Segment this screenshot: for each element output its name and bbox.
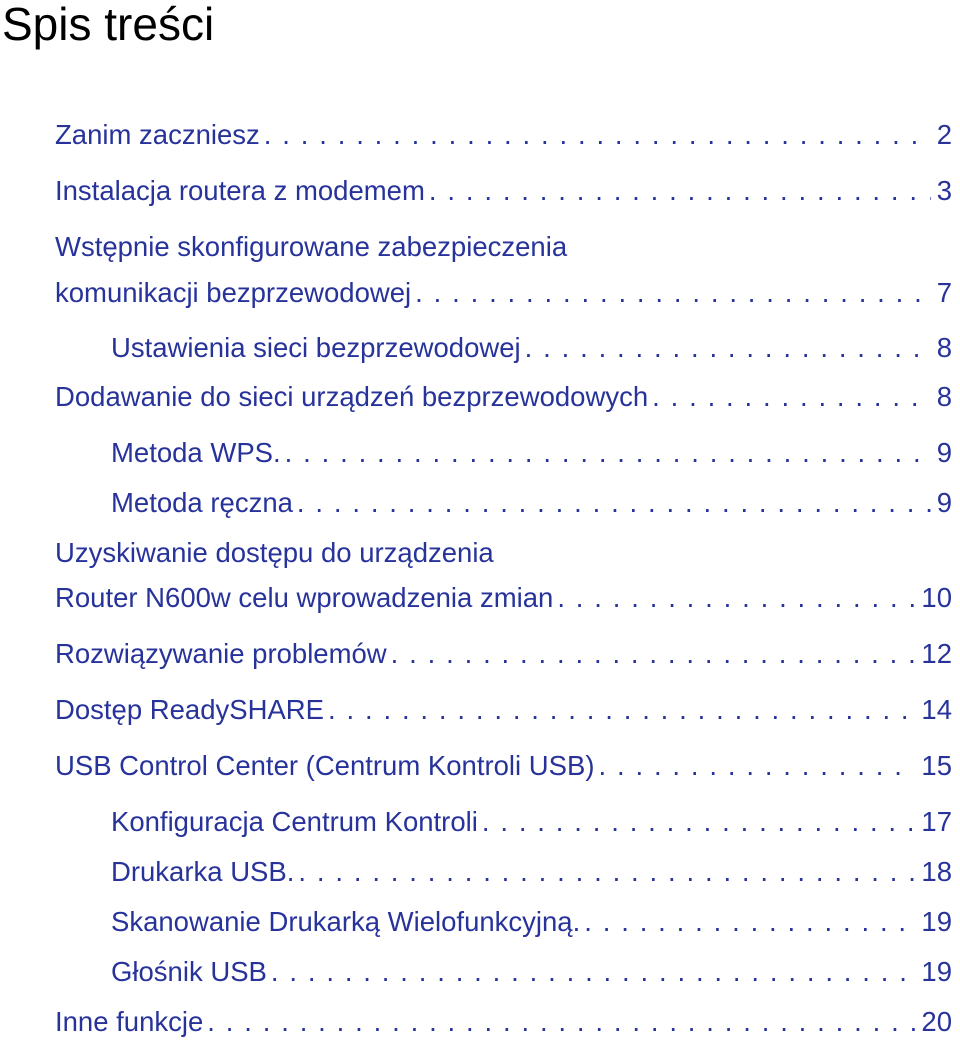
toc-entry-text: Metoda WPS.: [111, 437, 281, 468]
toc-page-number: 3: [936, 175, 952, 206]
toc-entry-text: Rozwiązywanie problemów: [55, 638, 387, 669]
toc-entry-mfp-scanning[interactable]: [111, 902, 952, 942]
toc-entry-add-wireless-devices[interactable]: [55, 377, 952, 417]
toc-dot-leader: [271, 952, 916, 992]
toc-entry-wireless-security-first-line[interactable]: Wstępnie skonfigurowane zabezpieczenia: [55, 231, 568, 262]
toc-entry-text: Ustawienia sieci bezprzewodowej: [111, 332, 521, 363]
toc-entry-text: Dostęp ReadySHARE: [55, 694, 325, 725]
toc-page-number: 8: [936, 381, 952, 412]
toc-page-number: 2: [936, 119, 952, 150]
toc-entry-text: Głośnik USB: [111, 956, 267, 987]
toc-entry-text: Dodawanie do sieci urządzeń bezprzewodowych: [55, 381, 649, 412]
toc-page-number: 20: [921, 1006, 952, 1037]
toc-entry-troubleshooting[interactable]: [55, 634, 952, 674]
toc-entry-other-features[interactable]: [55, 1002, 952, 1042]
toc-entry-access-router[interactable]: [55, 578, 952, 618]
toc-page-number: 15: [921, 750, 952, 781]
toc-dot-leader: [429, 171, 931, 211]
toc-entry-manual-method[interactable]: [111, 483, 952, 523]
toc-entry-access-router-first-line[interactable]: Uzyskiwanie dostępu do urządzenia: [55, 537, 494, 568]
toc-dot-leader: [285, 433, 931, 473]
toc-entry-text: USB Control Center (Centrum Kontroli USB): [55, 750, 595, 781]
toc-page-number: 17: [921, 806, 952, 837]
toc-page-number: 10: [921, 582, 952, 613]
toc-page-number: 12: [921, 638, 952, 669]
toc-dot-leader: [264, 115, 931, 155]
toc-entry-wireless-security[interactable]: [55, 273, 952, 313]
toc-entry-text: Instalacja routera z modemem: [55, 175, 425, 206]
toc-entry-control-center-config[interactable]: [111, 802, 952, 842]
toc-dot-leader: [328, 690, 915, 730]
toc-entry-text: Metoda ręczna: [111, 487, 293, 518]
toc-dot-leader: [599, 746, 916, 786]
toc-entry-usb-control-center[interactable]: [55, 746, 952, 786]
toc-dot-leader: [652, 377, 931, 417]
toc-entry-usb-speaker[interactable]: [111, 952, 952, 992]
toc-page-number: 14: [921, 694, 952, 725]
toc-page-number: 19: [921, 906, 952, 937]
toc-dot-leader: [298, 852, 915, 892]
toc-entry-usb-printer[interactable]: [111, 852, 952, 892]
toc-page-number: 18: [921, 856, 952, 887]
toc-page-number: 9: [936, 437, 952, 468]
toc-dot-leader: [584, 902, 915, 942]
toc-page-number: 19: [921, 956, 952, 987]
toc-dot-leader: [525, 328, 931, 368]
toc-entry-text: komunikacji bezprzewodowej: [55, 277, 412, 308]
toc-entry-wireless-settings[interactable]: [111, 328, 952, 368]
toc-dot-leader: [391, 634, 916, 674]
toc-entry-text: Router N600w celu wprowadzenia zmian: [55, 582, 554, 613]
toc-entry-text: Drukarka USB.: [111, 856, 295, 887]
toc-entry-readyshare[interactable]: [55, 690, 952, 730]
toc-entry-wps-method[interactable]: [111, 433, 952, 473]
toc-page-number: 9: [936, 487, 952, 518]
toc-dot-leader: [415, 273, 931, 313]
toc-dot-leader: [557, 578, 915, 618]
page-title: Spis treści: [2, 0, 215, 50]
toc-dot-leader: [297, 483, 931, 523]
toc-entry-text: Inne funkcje: [55, 1006, 204, 1037]
toc-dot-leader: [482, 802, 916, 842]
toc-page-number: 8: [936, 332, 952, 363]
toc-entry-text: Konfiguracja Centrum Kontroli: [111, 806, 478, 837]
toc-entry-text: Zanim zaczniesz: [55, 119, 260, 150]
toc-dot-leader: [207, 1002, 915, 1042]
toc-entry-router-install[interactable]: [55, 171, 952, 211]
toc-page-number: 7: [936, 277, 952, 308]
toc-entry-text: Skanowanie Drukarką Wielofunkcyjną.: [111, 906, 581, 937]
toc-entry-before-you-begin[interactable]: [55, 115, 952, 155]
